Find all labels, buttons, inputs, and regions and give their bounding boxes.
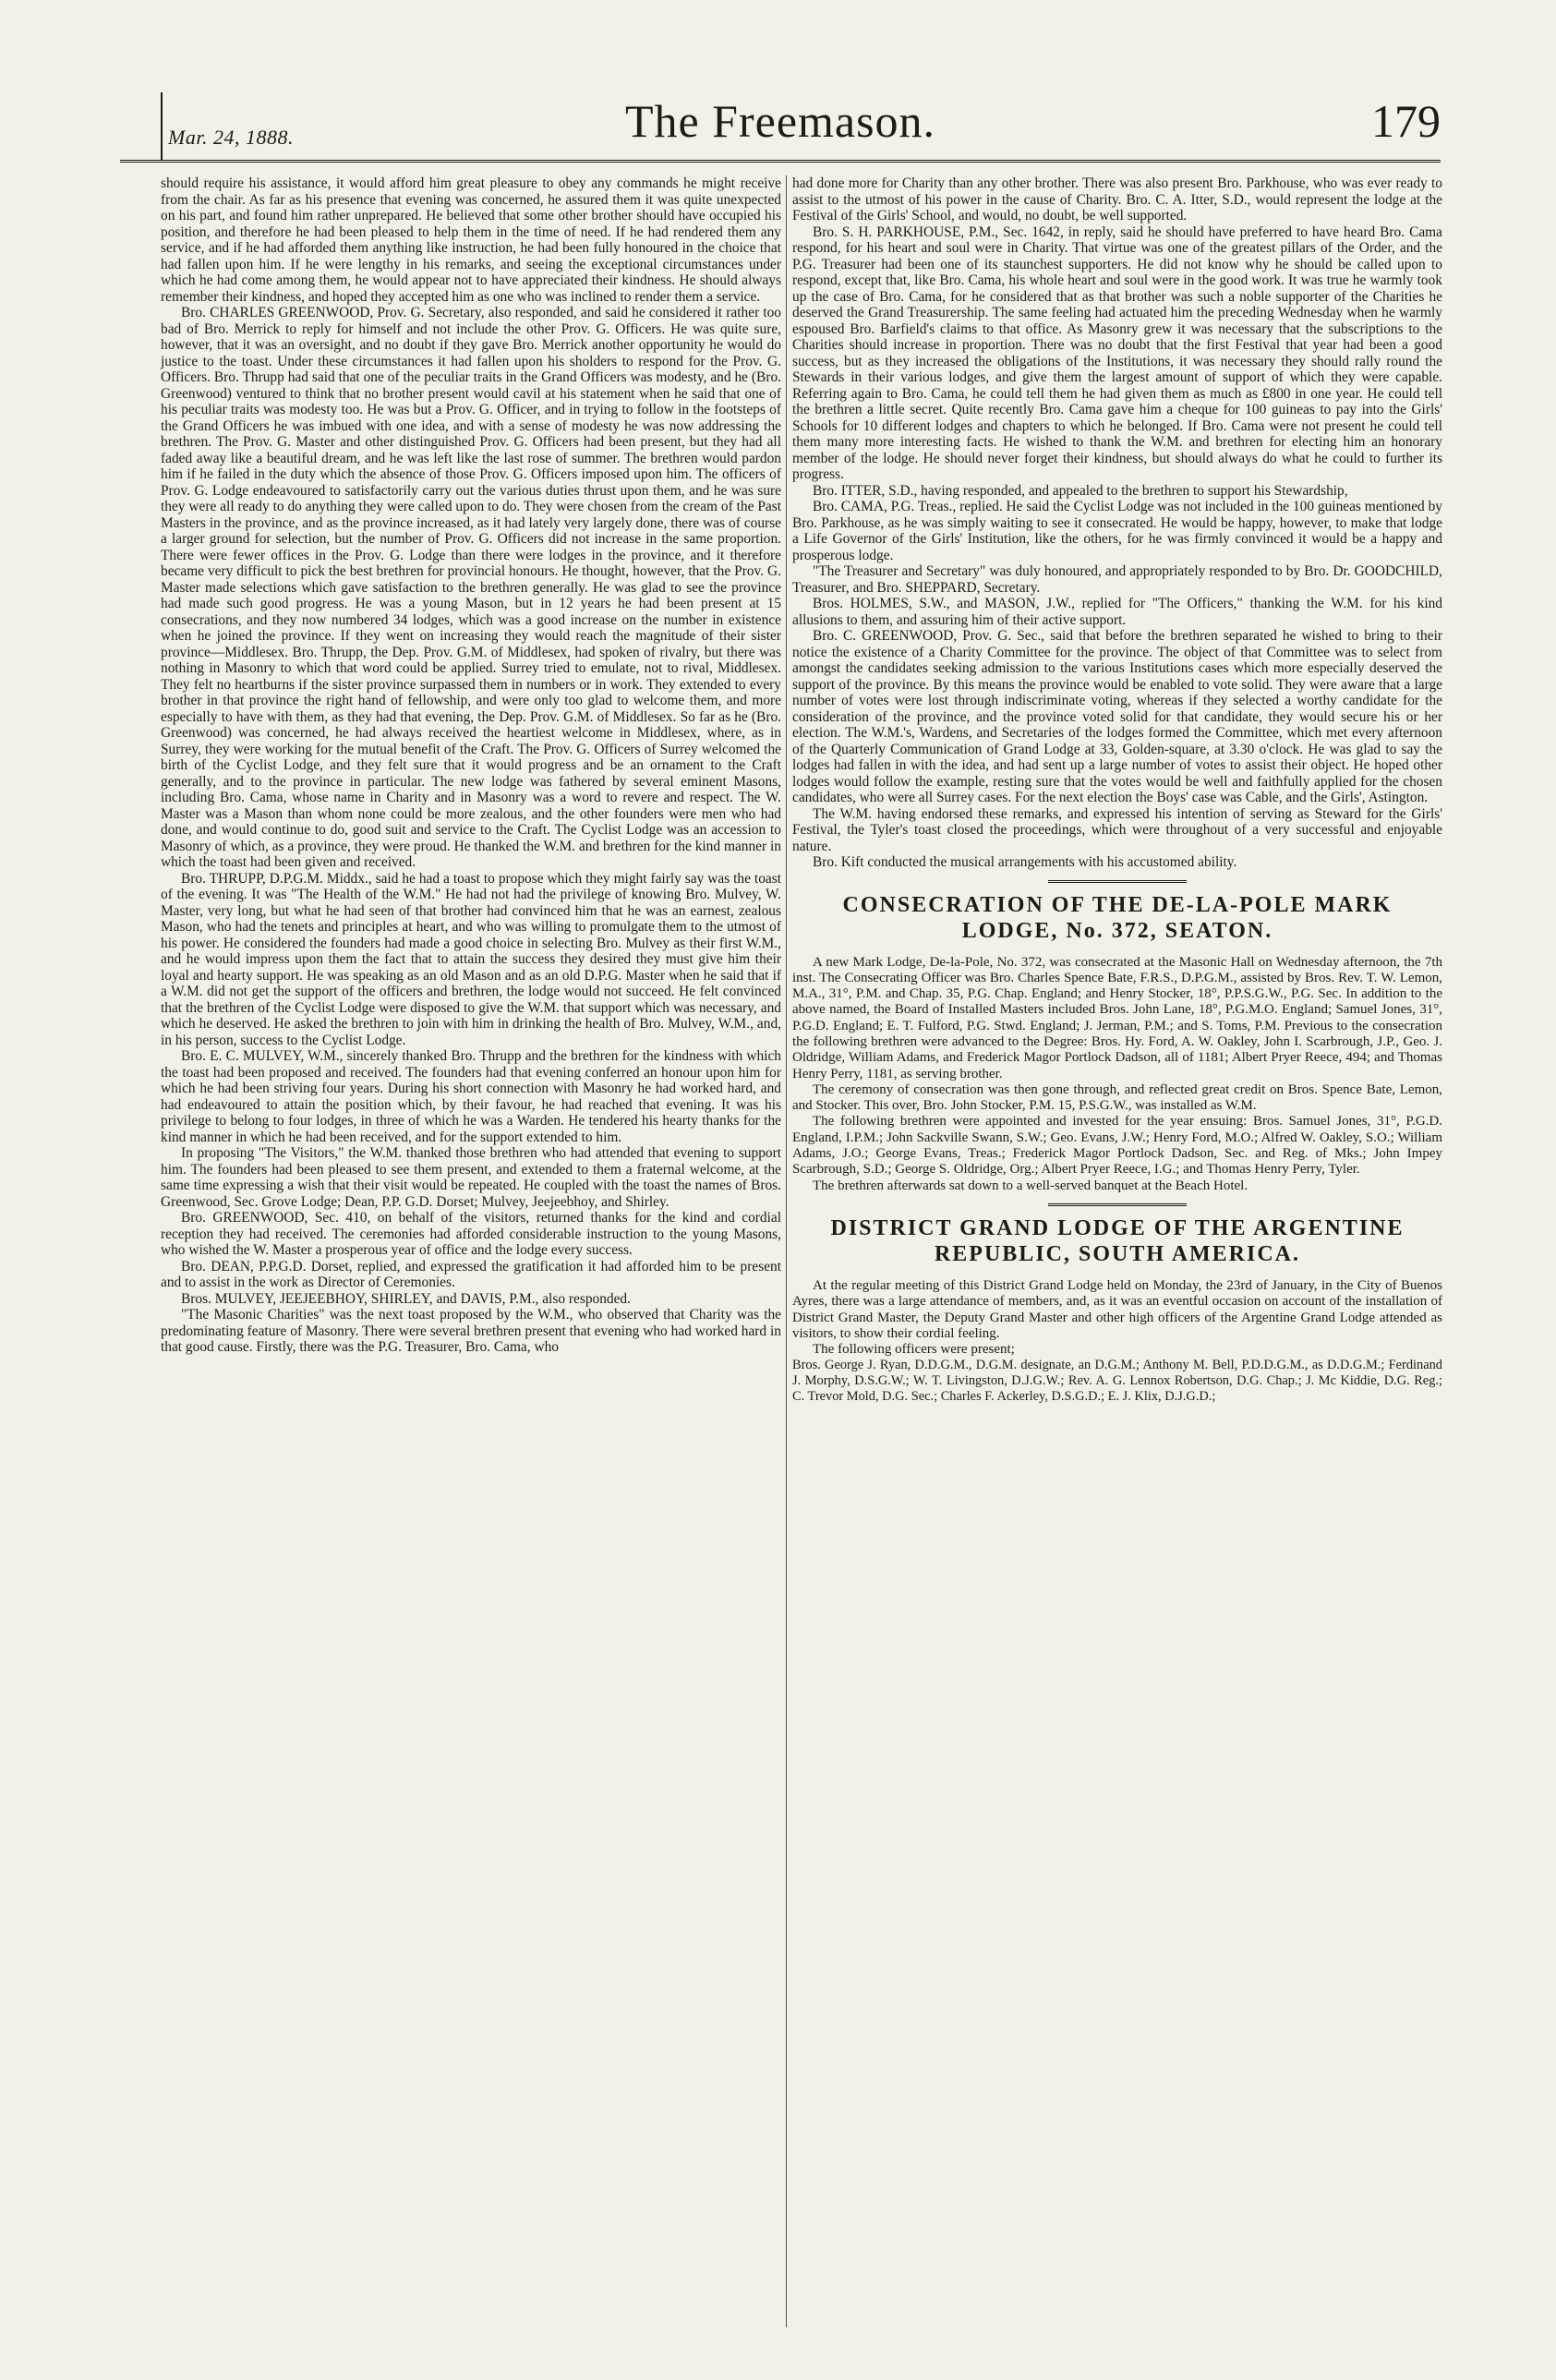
right-column — [792, 175, 1442, 1405]
paragraph: "The Masonic Charities" was the next toast proposed by the W.M., who observed that Charity was the predominating feature of Masonry. There were several brethren present that evening who had worked hard in that good cause. Firstly, there was the P.G. Treasurer, Bro. Cama, who — [161, 1307, 781, 1355]
section-divider — [1048, 1203, 1187, 1206]
paragraph: should require his assistance, it would afford him great pleasure to obey any commands he might receive from the chair. As far as his presence that evening was concerned, he assured them it was quite unexpected on his part, and found him rather unprepared. He believed that some other brother should have occupied his position, and therefore he had been pleased to help them in the time of need. If he had rendered them any service, and if he had afforded them anything like instruction, he had been fully honoured in the choice that had fallen upon him. If he were lengthy in his remarks, and seeing the exceptional circumstances under which he had come among them, he would appear not to have appreciated their kindness. He should always remember their kindness, and hoped they accepted him as one who was inclined to render them a service. — [161, 175, 781, 305]
paragraph: The ceremony of consecration was then gone through, and reflected great credit on Bros. Spence Bate, Lemon, and Stocker. This over, Bro. John Stocker, P.M. 15, P.S.G.W., was installed as W.M. — [792, 1081, 1442, 1114]
left-column — [161, 175, 781, 1356]
paragraph: Bro. THRUPP, D.P.G.M. Middx., said he had a toast to propose which they might fairly say was the toast of the evening. It was "The Health of the W.M." He had not had the privilege of knowing Bro. Mulvey, W. Master, very long, but what he had seen of that brother had convinced him that he was an earnest, zealous Mason, who had the tenets and principles at heart, and who was willing to promulgate them to the utmost of his power. He considered the founders had made a good choice in selecting Bro. Mulvey as their first W.M., and he would impress upon them the fact that to attain the success they desired they must give him their loyal and hearty support. He was speaking as an old Mason and as an old D.P.G. Master when he said that if a W.M. did not get the support of the officers and brethren, the lodge would not succeed. He felt convinced that the brethren of the Cyclist Lodge were disposed to give the W.M. that support which was necessary, and which he deserved. He asked the brethren to join with him in drinking the health of Bro. Mulvey, W.M., and, in his person, success to the Cyclist Lodge. — [161, 870, 781, 1048]
paragraph: In proposing "The Visitors," the W.M. thanked those brethren who had attended that evening to support him. The founders had been pleased to see them present, and extended to them a fraternal welcome, at the same time expressing a wish that their visit would be repeated. He coupled with the toast the names of Bros. Greenwood, Sec. Grove Lodge; Dean, P.P. G.D. Dorset; Mulvey, Jeejeebhoy, and Shirley. — [161, 1145, 781, 1210]
heading-line: REPUBLIC, SOUTH AMERICA. — [934, 1241, 1301, 1266]
masthead — [120, 89, 1441, 164]
column-divider — [786, 175, 787, 2327]
paragraph: The following brethren were appointed and invested for the year ensuing: Bros. Samuel Jones, 31°, P.G.D. England, I.P.M.; John Sackville Swann, S.W.; Geo. Evans, J.W.; Henry Ford, M.O.; Alfred W. Oakley, S.O.; William Adams, J.O.; George Evans, Treas.; Frederick Magor Portlock Dadson, Sec. and Reg. of Mks.; John Impey Scarbrough, S.D.; George S. Oldridge, Org.; Albert Pryer Reece, I.G.; and Thomas Henry Perry, Tyler. — [792, 1114, 1442, 1178]
paragraph: Bro. E. C. MULVEY, W.M., sincerely thanked Bro. Thrupp and the brethren for the kindness with which the toast had been proposed and received. The founders had that evening conferred an honour upon him for which he had been striving four years. During his short connection with Masonry he had worked hard, and had endeavoured to attain the position which, by their favour, he had reached that evening. It was his privilege to belong to four lodges, in three of which he was a Warden. He tendered his hearty thanks for the kind manner in which he had been received, and for the support extended to him. — [161, 1048, 781, 1145]
issue-date: Mar. 24, 1888. — [168, 126, 294, 149]
masthead-rule — [120, 160, 1441, 163]
paragraph: "The Treasurer and Secretary" was duly honoured, and appropriately responded to by Bro. Dr. GOODCHILD, Treasurer, and Bro. SHEPPARD, Secretary. — [792, 563, 1442, 596]
paragraph: had done more for Charity than any other brother. There was also present Bro. Parkhouse, who was ever ready to assist to the utmost of his power in the cause of Charity. Bro. C. A. Itter, S.D., would represent the lodge at the Festival of the Girls' School, and would, no doubt, be well supported. — [792, 175, 1442, 224]
paragraph: Bro. C. GREENWOOD, Prov. G. Sec., said that before the brethren separated he wished to bring to their notice the existence of a Charity Committee for the province. The object of that Committee was to select from amongst the candidates seeking admission to the various Institutions cases which more especially deserved the support of the province. By this means the province would be enabled to vote solid. They were aware that a large number of votes were lost through indiscriminate voting, whereas if they selected a worthy candidate for the consideration of the province, and the province voted solid for that candidate, they would secure his or her election. The W.M.'s, Wardens, and Secretaries of the lodges formed the Committee, which met every afternoon of the Quarterly Communication of Grand Lodge at 33, Golden-square, at 3.30 o'clock. He was glad to say the lodges had fallen in with the idea, and had sent up a large number of votes to assist their object. He hoped other lodges would follow the example, resting sure that the votes would be well and faithfully applied for the chosen candidates, who were all Surrey cases. For the next election the Boys' case was Cable, and the Girls', Astington. — [792, 628, 1442, 805]
section-heading-consecration — [792, 892, 1442, 944]
paragraph: Bro. CAMA, P.G. Treas., replied. He said the Cyclist Lodge was not included in the 100 guineas mentioned by Bro. Parkhouse, as he was simply waiting to see it consecrated. He would be happy, however, to make that lodge a Life Governor of the Girls' Institution, like the others, for he was firmly convinced it would be a happy and prosperous lodge. — [792, 499, 1442, 563]
paragraph: The following officers were present; — [813, 1342, 1015, 1358]
paragraph: Bro. S. H. PARKHOUSE, P.M., Sec. 1642, in reply, said he should have preferred to have heard Bro. Cama respond, for his heart and soul were in Charity. That virtue was one of the greatest pillars of the Order, and the P.G. Treasurer had been one of its staunchest supporters. He did not know why he should be called upon to respond, except that, like Bro. Cama, his whole heart and soul were in the good work. It was true he warmly took up the case of Bro. Cama, for he considered that as that brother was such a noble supporter of the Charities he deserved the Grand Treasurership. The same feeling had actuated him the preceding Wednesday when he warmly espoused Bro. Barfield's claims to that office. As Masonry grew it was necessary that the subscriptions to the Charities should increase in proportion. There was no doubt that the first Festival that year had been a good success, but as they increased the obligations of the Institutions, it was necessary they should rally round the Stewards in their various lodges, and give them the largest amount of support of which they were capable. Referring again to Bro. Cama, he could tell them he had given them as much as £800 in one year. He could tell the brethren a little secret. Quite recently Bro. Cama gave him a cheque for 100 guineas to pay into the Girls' Schools for 10 different lodges and chapters to which he belonged. If Bro. Cama were not present he could tell them many more interesting facts. He wished to thank the W.M. and brethren for electing him an honorary member of the lodge. He should never forget their kindness, but should always do what he could to further its progress. — [792, 224, 1442, 482]
paragraph: At the regular meeting of this District Grand Lodge held on Monday, the 23rd of January, in the City of Buenos Ayres, there was a large attendance of members, and, as it was an eventful occasion on account of the installation of District Grand Master, the Deputy Grand Master and other high officers of the Argentine Grand Lodge attended as visitors, to show their cordial feeling. — [792, 1277, 1442, 1341]
paragraph: Bros. HOLMES, S.W., and MASON, J.W., replied for "The Officers," thanking the W.M. for his kind allusions to them, and assuring him of their active support. — [792, 596, 1442, 628]
paragraph: A new Mark Lodge, De-la-Pole, No. 372, was consecrated at the Masonic Hall on Wednesday afternoon, the 7th inst. The Consecrating Officer was Bro. Charles Spence Bate, F.R.S., D.P.G.M., assisted by Bros. Rev. T. W. Lemon, M.A., 31°, P.M. and Chap. 35, P.G. Chap. England; and Henry Stocker, 18°, P.P.S.G.W., P.G. Sec. In addition to the above named, the Board of Installed Masters included Bros. John Lane, 18°, P.G.M.O. England; Samuel Jones, 31°, P.G.D. England; E. T. Fulford, P.G. Stwd. England; J. Jerman, P.M.; and S. Toms, P.M. Previous to the consecration the following brethren were advanced to the Degree: Bros. Hy. Ford, A. W. Oakley, John I. Scarbrough, J.P., Geo. J. Oldridge, William Adams, and Frederick Magor Portlock Dadson, all of 1181; Albert Pryer Reece, 494; and Thomas Henry Perry, 1181, as serving brother. — [792, 954, 1442, 1081]
paragraph: Bros. MULVEY, JEEJEEBHOY, SHIRLEY, and DAVIS, P.M., also responded. — [181, 1290, 631, 1307]
page-number: 179 — [1371, 95, 1441, 147]
consecration-article — [792, 955, 1442, 1194]
paragraph: Bro. CHARLES GREENWOOD, Prov. G. Secretary, also responded, and said he considered it rather too bad of Bro. Merrick to reply for himself and not include the other Prov. G. Officers. He was quite sure, however, that it was an oversight, and no doubt if they gave Bro. Merrick another opportunity he would do justice to the toast. Under these circumstances it had fallen upon his sholders to respond for the Prov. G. Officers. Bro. Thrupp had said that one of the peculiar traits in the Grand Officers was modesty, and he (Bro. Greenwood) ventured to think that no brother present would cavil at his statement when he said that one of his peculiar traits was modesty too. He was but a Prov. G. Officer, and in trying to follow in the footsteps of the Grand Officers he was imbued with one idea, and with a sense of modesty he was now addressing the brethren. The Prov. G. Master and other distinguished Prov. G. Officers had been present, but they had all faded away like a beautiful dream, and he was left like the last rose of summer. The brethren would pardon him if he failed in the duty which the absence of those Prov. G. Officers imposed upon him. The officers of Prov. G. Lodge endeavoured to satisfactorily carry out the various duties thrust upon them, and he was sure they were all ready to do anything they were called upon to do. They were chosen from the cream of the Past Masters in the province, and as the province increased, as it had lately very largely done, there was of course a larger ground for selection, but the number of Prov. G. Officers did not increase in the same proportion. There were fewer offices in the Prov. G. Lodge than there were lodges in the province, and it therefore became very difficult to pick the best brethren for provincial honours. He thought, however, that the Prov. G. Master made selections which gave satisfaction to the brethren generally. He was glad to see the province had made such good progress. He was a young Mason, but in 12 years he had been present at 15 consecrations, and they now numbered 34 lodges, which was a good increase on the number in existence when he joined the province. If they went on increasing they would reach the magnitude of their sister province—Middlesex. Bro. Thrupp, the Dep. Prov. G.M. of Middlesex, had spoken of rivalry, but there was nothing in Masonry to which that word could be applied. Surrey tried to emulate, not to rival, Middlesex. They felt no heartburns if the sister province surpassed them in numbers or in work. They extended to every brother in that province the right hand of fellowship, and were only too glad to welcome them, and more especially to have with them, as they had that evening, the Dep. Prov. G.M. of Middlesex. So far as he (Bro. Greenwood) was concerned, he had always received the heartiest welcome in Middlesex, where, as in Surrey, they were working for the mutual benefit of the Craft. The Prov. G. Officers of Surrey welcomed the birth of the Cyclist Lodge, and they felt sure that it would progress and be an ornament to the Craft generally, and to the province in particular. The new lodge was fathered by several eminent Masons, including Bro. Cama, whose name in Charity and in Masonry was a word to revere and respect. The W. Master was a Mason than whom none could be more zealous, and the other founders were men who had done, and would continue to do, good suit and service to the Craft. The Cyclist Lodge was an accession to Masonry of which, as a province, they were proud. He thanked the W.M. and brethren for the kind manner in which the toast had been given and received. — [161, 305, 781, 870]
officer-list: Bros. George J. Ryan, D.D.G.M., D.G.M. designate, an D.G.M.; Anthony M. Bell, P.D.D.G.M., as D.D.G.M.; Ferdinand J. Morphy, D.S.G.W.; W. T. Livingston, D.J.G.W.; Rev. A. G. Lennox Robertson, D.G. Chap.; J. Mc Kiddie, D.G. Reg.; C. Trevor Mold, D.G. Sec.; Charles F. Ackerley, D.S.G.D.; E. J. Klix, D.J.G.D.; — [792, 1358, 1442, 1405]
section-heading-argentine — [792, 1215, 1442, 1267]
paragraph: The W.M. having endorsed these remarks, and expressed his intention of serving as Steward for the Girls' Festival, the Tyler's toast closed the proceedings, which were throughout of a very successful and enjoyable nature. — [792, 805, 1442, 854]
paragraph: The brethren afterwards sat down to a well-served banquet at the Beach Hotel. — [813, 1178, 1248, 1193]
paragraph: Bro. GREENWOOD, Sec. 410, on behalf of the visitors, returned thanks for the kind and cordial reception they had received. The ceremonies had afforded considerable instruction to the young Masons, who wished the W. Master a prosperous year of office and the lodge every success. — [161, 1210, 781, 1258]
heading-line: DISTRICT GRAND LODGE OF THE ARGENTINE — [830, 1215, 1405, 1240]
paragraph: Bro. ITTER, S.D., having responded, and appealed to the brethren to support his Stewardship, — [813, 482, 1348, 499]
heading-line: LODGE, No. 372, SEATON. — [961, 918, 1273, 943]
argentine-article — [792, 1278, 1442, 1405]
section-divider — [1048, 880, 1187, 883]
publication-title: The Freemason. — [624, 95, 936, 147]
heading-line: CONSECRATION OF THE DE-LA-POLE MARK — [842, 892, 1393, 917]
paragraph: Bro. DEAN, P.P.G.D. Dorset, replied, and expressed the gratification it had afforded him to be present and to assist in the work as Director of Ceremonies. — [161, 1258, 781, 1290]
paragraph: Bro. Kift conducted the musical arrangements with his accustomed ability. — [813, 854, 1237, 870]
